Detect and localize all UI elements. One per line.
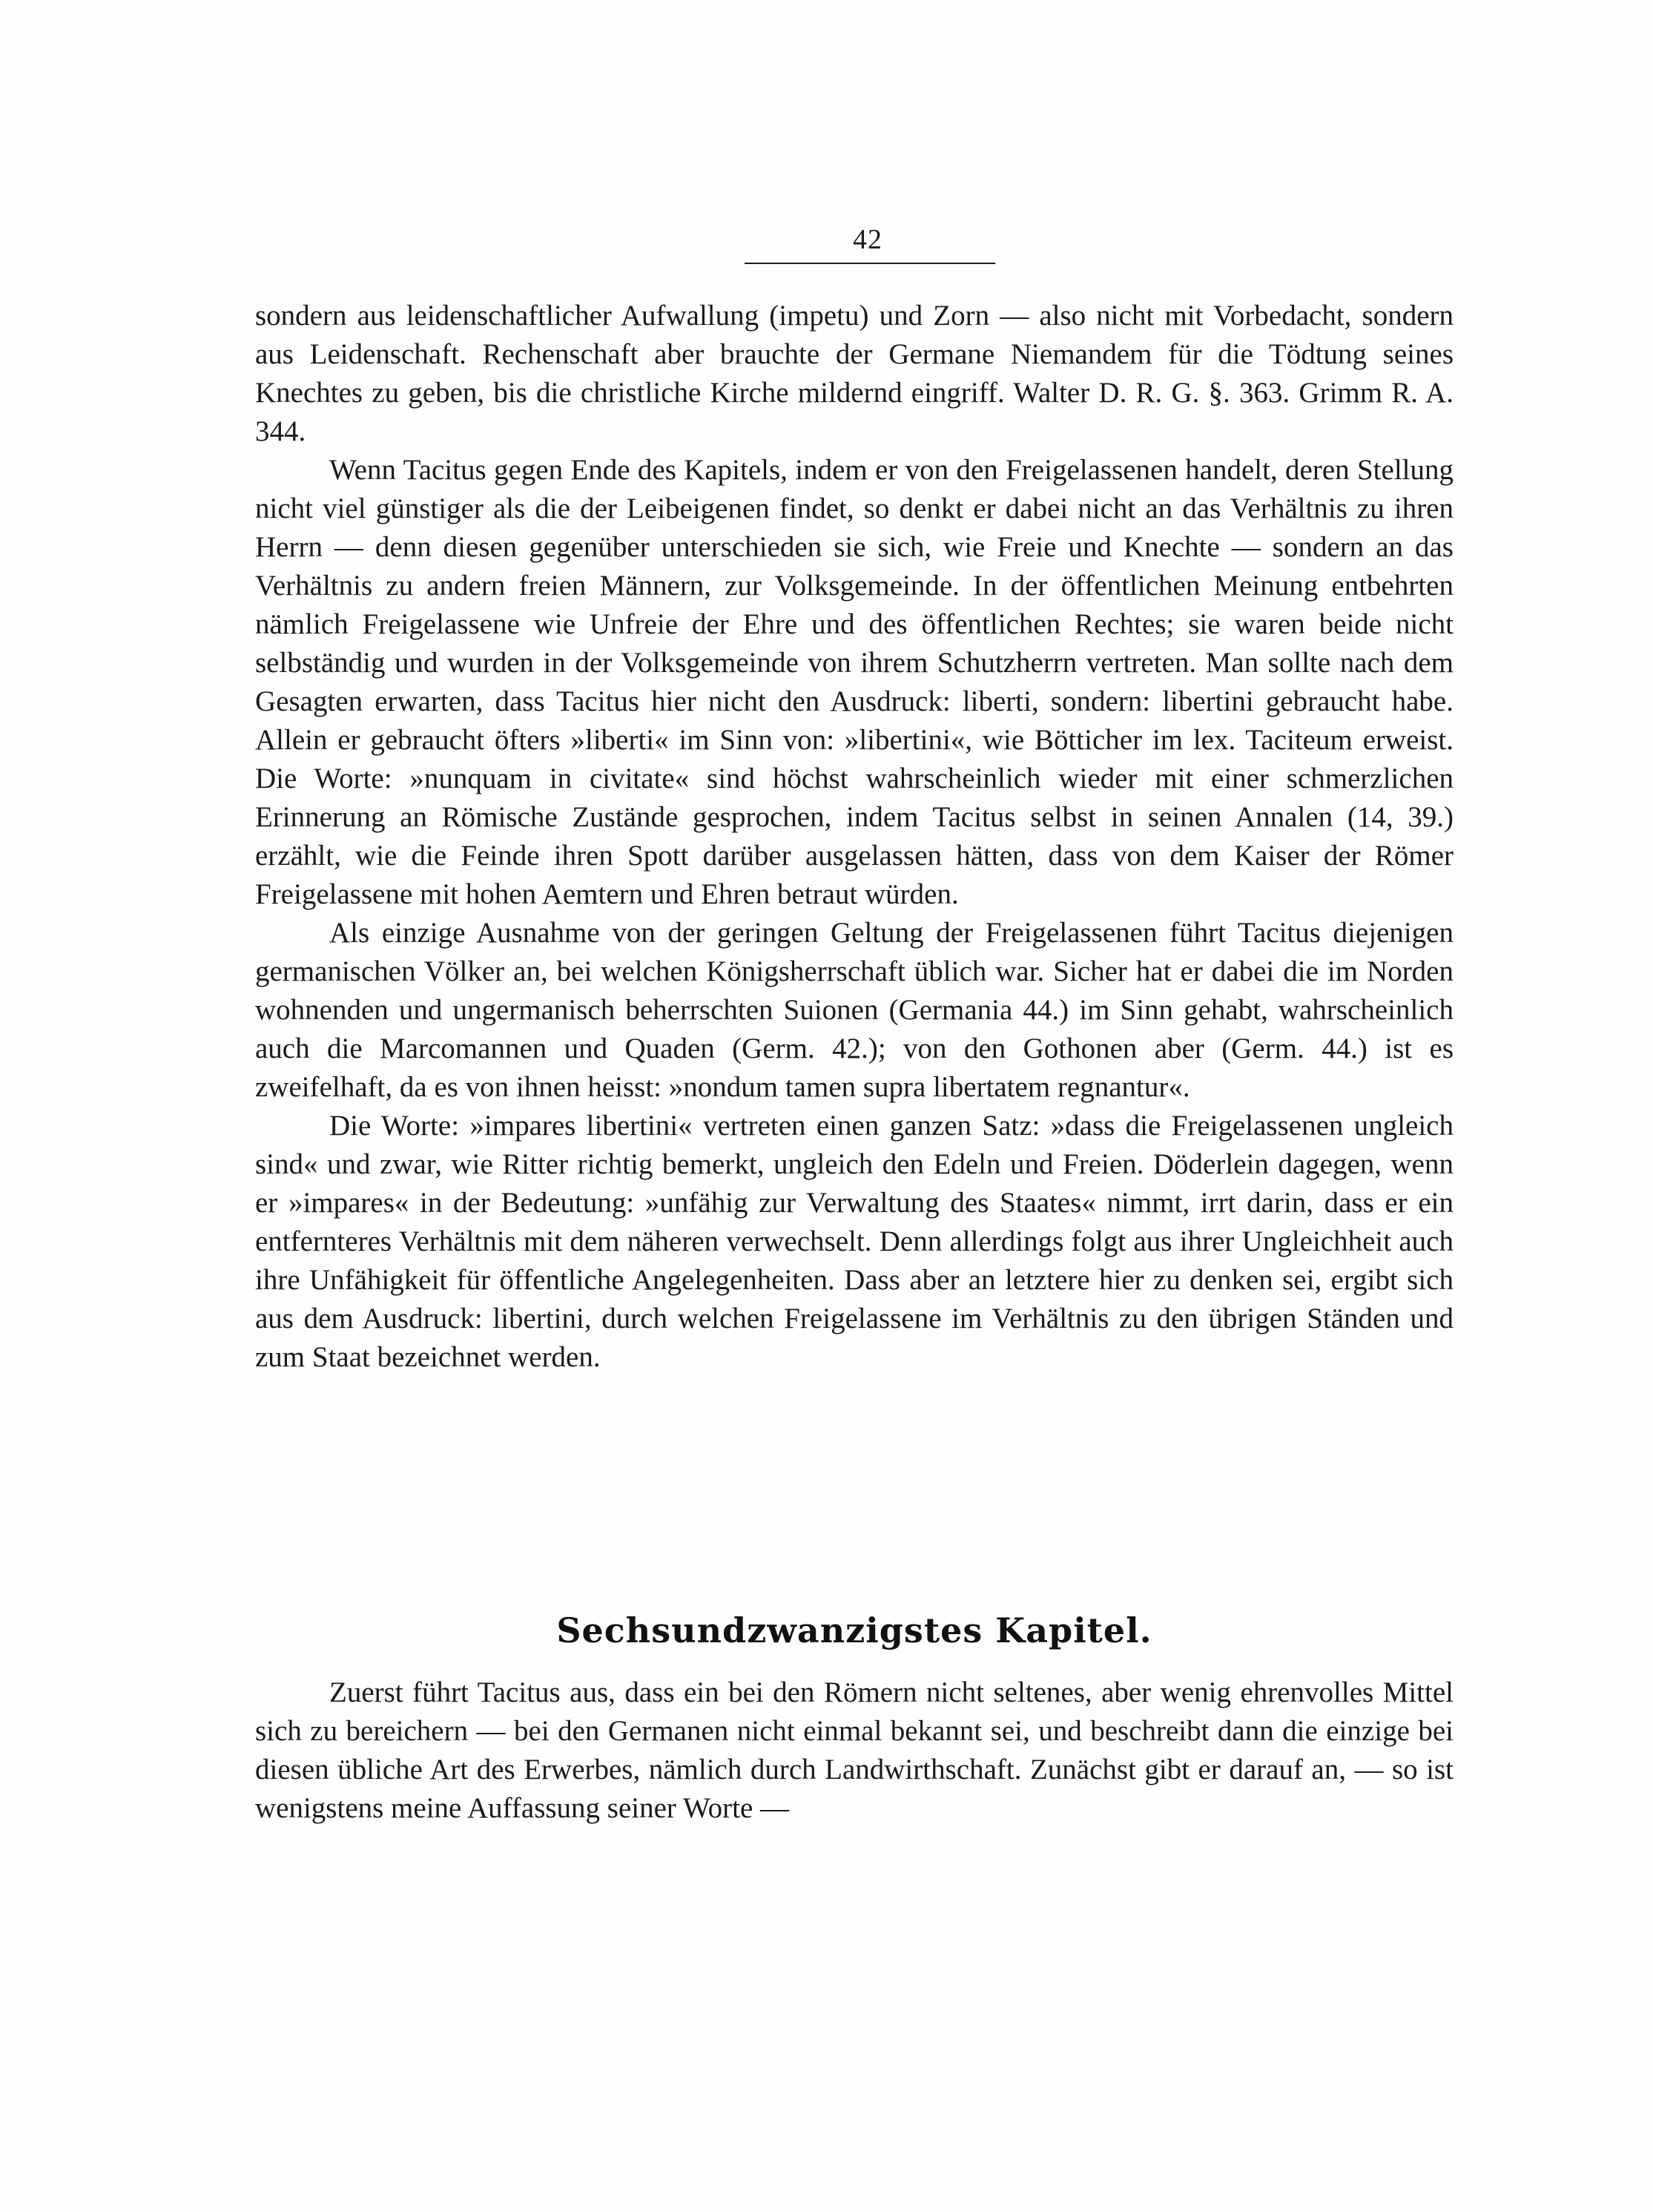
header-rule [745,263,995,264]
paragraph-impares: Die Worte: »impares libertini« vertreten einen ganzen Satz: »dass die Freigelassenen ungleich sind« und zwar, wie Ritter richtig bemerkt, ungleich den Edeln und Freien. Döderlein dagegen, wenn er »impares« in der Bedeutung: »unfähig zur Verwaltung des Staates« nimmt, irrt darin, dass er ein entfernteres Verhältnis mit dem näheren verwechselt. Denn allerdings folgt aus ihrer Ungleichheit auch ihre Unfähigkeit für öffentliche Angelegenheiten. Dass aber an letztere hier zu denken sei, ergibt sich aus dem Ausdruck: libertini, durch welchen Freigelassene im Verhältnis zu den übrigen Ständen und zum Staat bezeichnet werden. [255,1110,1454,1373]
chapter-section [255,1608,1454,1828]
paragraph-continuation: sondern aus leidenschaftlicher Aufwallung (impetu) und Zorn — also nicht mit Vorbedacht, sondern aus Leidenschaft. Rechenschaft aber brauchte der Germane Niemandem für die Tödtung seines Knechtes zu geben, bis die christliche Kirche mildernd eingriff. Walter D. R. G. §. 363. Grimm R. A. 344. [255,300,1454,447]
main-text [255,297,1454,1377]
chapter-paragraph: Zuerst führt Tacitus aus, dass ein bei den Römern nicht seltenes, aber wenig ehrenvolles Mittel sich zu bereichern — bei den Germanen nicht einmal bekannt sei, und beschreibt dann die einzige bei diesen übliche Art des Erwerbes, nämlich durch Landwirthschaft. Zunächst gibt er darauf an, — so ist wenigstens meine Auffassung seiner Worte — [255,1676,1454,1824]
chapter-title: Sechsundzwanzigstes Kapitel. [556,1610,1152,1650]
paragraph-ausnahme: Als einzige Ausnahme von der geringen Geltung der Freigelassenen führt Tacitus diejenigen germanischen Völker an, bei welchen Königsherrschaft üblich war. Sicher hat er dabei die im Norden wohnenden und ungermanisch beherrschten Suionen (Germania 44.) im Sinn gehabt, wahrscheinlich auch die Marcomannen und Quaden (Germ. 42.); von den Gothonen aber (Germ. 44.) ist es zweifelhaft, da es von ihnen heisst: »nondum tamen supra libertatem regnantur«. [255,917,1454,1103]
paragraph-freigelassene: Wenn Tacitus gegen Ende des Kapitels, indem er von den Freigelassenen handelt, deren Stellung nicht viel günstiger als die der Leibeigenen findet, so denkt er dabei nicht an das Verhältnis zu ihren Herrn — denn diesen gegenüber unterschieden sie sich, wie Freie und Knechte — sondern an das Verhältnis zu andern freien Männern, zur Volksgemeinde. In der öffentlichen Meinung entbehrten nämlich Freigelassene wie Unfreie der Ehre und des öffentlichen Rechtes; sie waren beide nicht selbständig und wurden in der Volksgemeinde von ihrem Schutzherrn vertreten. Man sollte nach dem Gesagten erwarten, dass Tacitus hier nicht den Ausdruck: liberti, sondern: libertini gebraucht habe. Allein er gebraucht öfters »liberti« im Sinn von: »libertini«, wie Bötticher im lex. Taciteum erweist. Die Worte: »nunquam in civitate« sind höchst wahrscheinlich wieder mit einer schmerzlichen Erinnerung an Römische Zustände gesprochen, indem Tacitus selbst in seinen Annalen (14, 39.) erzählt, wie die Feinde ihren Spott darüber ausgelassen hätten, dass von dem Kaiser der Römer Freigelassene mit hohen Aemtern und Ehren betraut würden. [255,454,1454,910]
page-number: 42 [853,224,882,255]
